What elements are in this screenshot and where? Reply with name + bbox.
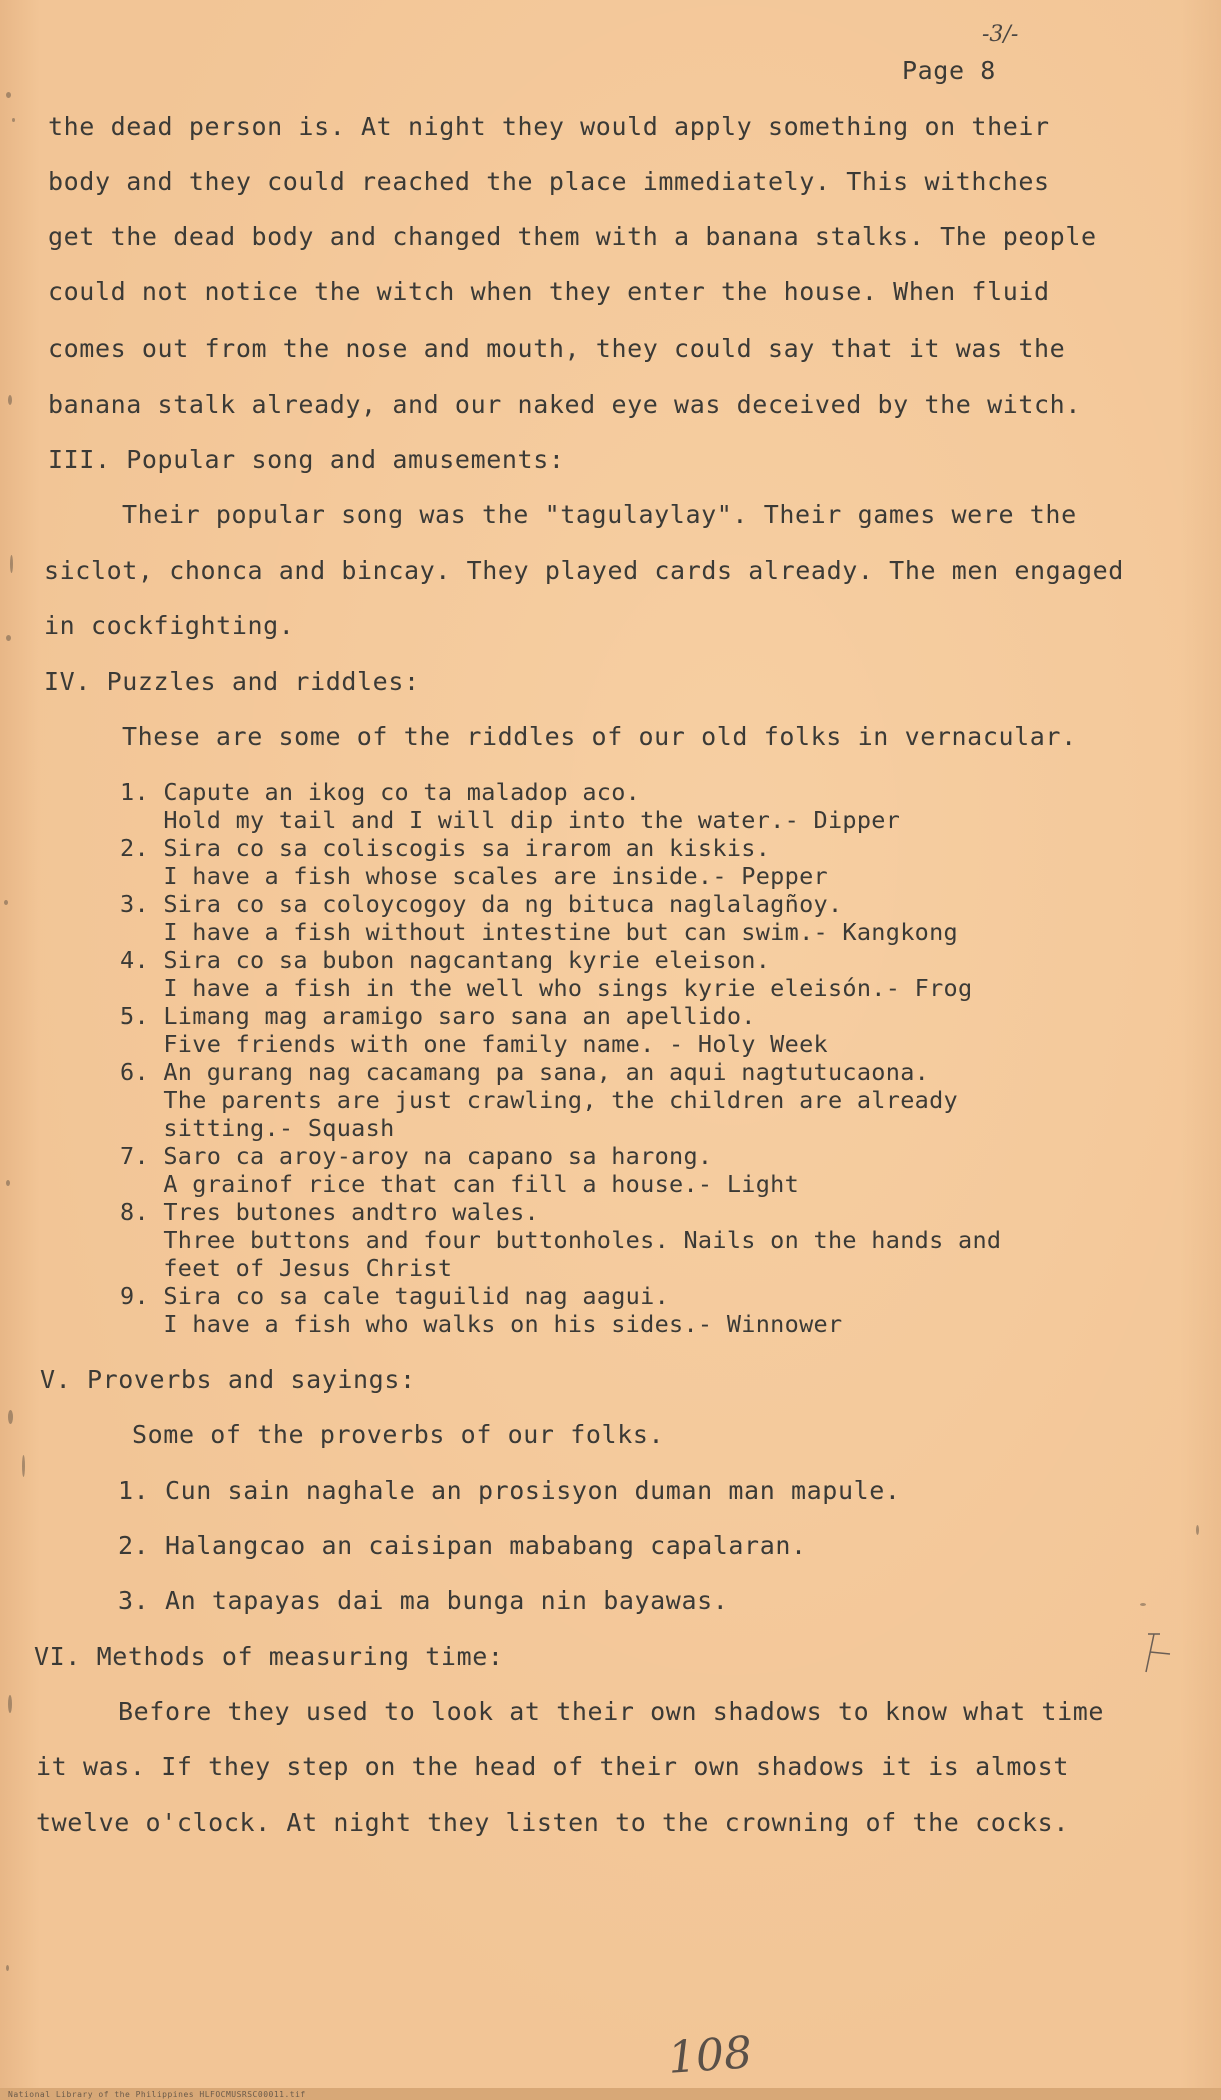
library-stamp: National Library of the Philippines HLFOCMUSRSC00011.tif <box>8 2090 306 2099</box>
section-heading-songs: III. Popular song and amusements: <box>48 445 565 474</box>
margin-speck <box>1196 1525 1199 1535</box>
riddle-line: I have a fish who walks on his sides.- Winnower <box>120 1310 843 1338</box>
margin-speck <box>4 900 8 905</box>
margin-speck <box>8 1410 13 1424</box>
section-heading-proverbs: V. Proverbs and sayings: <box>40 1365 416 1394</box>
pencil-mark <box>1130 1630 1178 1680</box>
margin-speck <box>22 1455 25 1477</box>
riddle-line: I have a fish in the well who sings kyrie eleisón.- Frog <box>120 974 973 1002</box>
riddle-line: 1. Capute an ikog co ta maladop aco. <box>120 778 641 806</box>
riddle-line: 5. Limang mag aramigo saro sana an apellido. <box>120 1002 756 1030</box>
proverb-line: 3. An tapayas dai ma bunga nin bayawas. <box>118 1586 729 1615</box>
riddle-line: 2. Sira co sa coliscogis sa irarom an kiskis. <box>120 834 771 862</box>
riddle-line: I have a fish without intestine but can swim.- Kangkong <box>120 918 958 946</box>
margin-speck <box>6 1180 10 1186</box>
page-label: Page 8 <box>902 56 996 85</box>
body-line: comes out from the nose and mouth, they could say that it was the <box>48 334 1066 363</box>
riddle-line: Five friends with one family name. - Holy Week <box>120 1030 828 1058</box>
margin-speck <box>1140 1603 1146 1606</box>
riddle-line: A grainof rice that can fill a house.- Light <box>120 1170 800 1198</box>
proverb-line: 1. Cun sain naghale an prosisyon duman man mapule. <box>118 1476 901 1505</box>
body-line: it was. If they step on the head of their own shadows it is almost <box>36 1752 1069 1781</box>
handwritten-page-number: 108 <box>666 2027 754 2084</box>
section-heading-riddles: IV. Puzzles and riddles: <box>44 667 420 696</box>
proverb-line: 2. Halangcao an caisipan mababang capalaran. <box>118 1531 807 1560</box>
riddle-line: 4. Sira co sa bubon nagcantang kyrie eleison. <box>120 946 771 974</box>
margin-speck <box>6 92 11 98</box>
page-reference: -3/- <box>982 22 1019 47</box>
body-line: get the dead body and changed them with a banana stalks. The people <box>48 222 1097 251</box>
margin-speck <box>12 118 15 122</box>
riddle-line: feet of Jesus Christ <box>120 1254 453 1282</box>
body-line: could not notice the witch when they enter the house. When fluid <box>48 277 1050 306</box>
riddle-line: Three buttons and four buttonholes. Nails on the hands and <box>120 1226 1002 1254</box>
section-heading-time: VI. Methods of measuring time: <box>34 1642 504 1671</box>
riddle-line: The parents are just crawling, the children are already <box>120 1086 958 1114</box>
body-line: siclot, chonca and bincay. They played cards already. The men engaged <box>44 556 1124 585</box>
body-line: Their popular song was the "tagulaylay". Their games were the <box>122 500 1077 529</box>
riddle-line: 7. Saro ca aroy-aroy na capano sa harong. <box>120 1142 713 1170</box>
riddle-line: Hold my tail and I will dip into the water.- Dipper <box>120 806 901 834</box>
riddle-line: 9. Sira co sa cale taguilid nag aagui. <box>120 1282 670 1310</box>
body-line: twelve o'clock. At night they listen to the crowning of the cocks. <box>36 1808 1069 1837</box>
riddle-line: I have a fish whose scales are inside.- Pepper <box>120 862 828 890</box>
riddle-line: sitting.- Squash <box>120 1114 395 1142</box>
margin-speck <box>6 1965 9 1971</box>
proverbs-intro: Some of the proverbs of our folks. <box>132 1420 665 1449</box>
body-line: Before they used to look at their own shadows to know what time <box>118 1697 1105 1726</box>
body-line: the dead person is. At night they would apply something on their <box>48 112 1050 141</box>
margin-speck <box>6 635 11 641</box>
riddles-intro: These are some of the riddles of our old folks in vernacular. <box>122 722 1077 751</box>
margin-speck <box>8 395 12 405</box>
margin-speck <box>8 1695 12 1713</box>
riddle-line: 3. Sira co sa coloycogoy da ng bituca naglalagñoy. <box>120 890 843 918</box>
body-line: banana stalk already, and our naked eye was deceived by the witch. <box>48 390 1081 419</box>
riddle-line: 8. Tres butones andtro wales. <box>120 1198 539 1226</box>
body-line: body and they could reached the place immediately. This withches <box>48 167 1050 196</box>
body-line: in cockfighting. <box>44 611 295 640</box>
margin-speck <box>10 555 13 573</box>
riddle-line: 6. An gurang nag cacamang pa sana, an aqui nagtutucaona. <box>120 1058 930 1086</box>
